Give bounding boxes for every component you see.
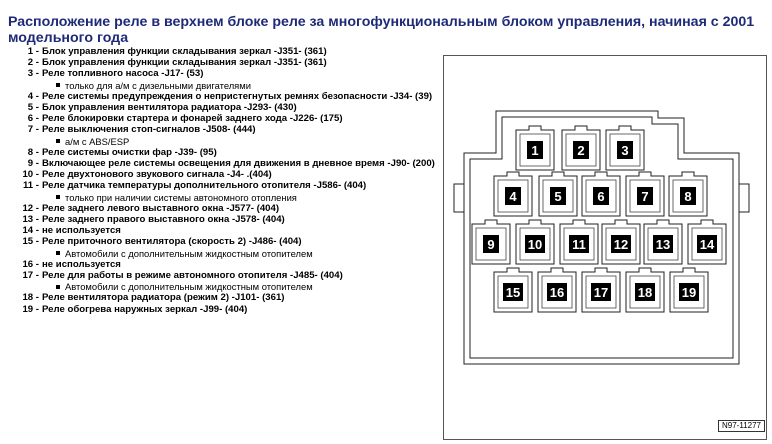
legend-note-text: только при наличии системы автономного отопления — [65, 191, 297, 203]
relay-socket-number: 6 — [597, 189, 605, 204]
legend-item-text: Реле для работы в режиме автономного отопителя -J485- (404) — [42, 270, 343, 282]
legend-item-text: Реле обогрева наружных зеркал -J99- (404) — [42, 303, 248, 315]
legend-item — [16, 225, 436, 236]
relay-socket-number: 14 — [699, 237, 715, 252]
legend-item — [16, 46, 436, 57]
left-mounting-tab — [454, 184, 464, 212]
legend-item-number: 10 - — [22, 169, 39, 181]
relay-socket-17 — [582, 268, 620, 312]
relay-socket-number: 13 — [655, 237, 671, 252]
bullet-icon — [56, 83, 60, 87]
relay-socket-number: 4 — [509, 189, 517, 204]
relay-socket-12 — [602, 220, 640, 264]
legend-item-number: 9 - — [27, 158, 39, 170]
legend-item — [16, 214, 436, 225]
relay-socket-14 — [688, 220, 726, 264]
legend-item — [16, 292, 436, 303]
legend-item-text: Реле датчика температуры дополнительного отопителя -J586- (404) — [42, 180, 367, 192]
legend-item-number: 5 - — [27, 102, 39, 114]
relay-block-drawing — [444, 56, 766, 439]
legend-item-text: Реле системы предупреждения о непристегнутых ремнях безопасности -J34- (39) — [42, 90, 433, 102]
legend-item — [16, 270, 436, 281]
legend-item — [16, 68, 436, 79]
legend-item — [16, 259, 436, 270]
relay-socket-1 — [516, 126, 554, 170]
relay-socket-16 — [538, 268, 576, 312]
relay-socket-15 — [494, 268, 532, 312]
legend-item-number: 11 - — [22, 180, 39, 192]
legend-item — [16, 169, 436, 180]
legend-item-text: Реле выключения стоп-сигналов -J508- (444) — [42, 124, 256, 136]
bullet-icon — [56, 285, 60, 289]
relay-socket-19 — [670, 268, 708, 312]
legend-item-number: 17 - — [22, 270, 39, 282]
legend-item-text: Реле двухтонового звукового сигнала -J4- .(404) — [42, 169, 272, 181]
relay-socket-5 — [539, 172, 577, 216]
relay-socket-number: 3 — [621, 143, 629, 158]
relay-socket-number: 10 — [527, 237, 543, 252]
legend-item — [16, 57, 436, 68]
relay-socket-18 — [626, 268, 664, 312]
legend-item — [16, 236, 436, 247]
legend-item — [16, 102, 436, 113]
relay-socket-10 — [516, 220, 554, 264]
relay-socket-number: 7 — [641, 189, 649, 204]
relay-socket-number: 19 — [681, 285, 697, 300]
legend-note — [16, 248, 436, 259]
legend-item-number: 13 - — [22, 214, 39, 226]
legend-item-text: не используется — [42, 258, 121, 270]
legend-item-number: 14 - — [22, 225, 39, 237]
legend-item-text: Реле блокировки стартера и фонарей заднего хода -J226- (175) — [42, 113, 343, 125]
legend-item-text: Реле вентилятора радиатора (режим 2) -J101- (361) — [42, 292, 285, 304]
relay-socket-6 — [582, 172, 620, 216]
legend-note-text: а/м с ABS/ESP — [65, 135, 130, 147]
legend-item — [16, 124, 436, 135]
legend-item-number: 7 - — [27, 124, 39, 136]
legend-note-text: Автомобили с дополнительным жидкостным отопителем — [65, 247, 313, 259]
legend-note — [16, 136, 436, 147]
legend-item — [16, 180, 436, 191]
relay-socket-8 — [669, 172, 707, 216]
relay-socket-number: 15 — [505, 285, 521, 300]
legend-item-number: 12 - — [22, 202, 39, 214]
bullet-icon — [56, 251, 60, 255]
legend-item — [16, 113, 436, 124]
relay-socket-number: 18 — [637, 285, 653, 300]
legend-item-number: 19 - — [22, 303, 39, 315]
legend-note — [16, 192, 436, 203]
legend-item — [16, 147, 436, 158]
legend-item — [16, 158, 436, 169]
relay-socket-number: 8 — [684, 189, 692, 204]
legend-item-number: 15 - — [22, 236, 39, 248]
relay-socket-number: 16 — [549, 285, 565, 300]
legend-item-number: 1 - — [27, 46, 39, 57]
legend-item-text: Реле заднего левого выставного окна -J577- (404) — [42, 202, 280, 214]
legend-item-number: 18 - — [22, 292, 39, 304]
bullet-icon — [56, 139, 60, 143]
bullet-icon — [56, 195, 60, 199]
relay-socket-11 — [560, 220, 598, 264]
relay-socket-9 — [472, 220, 510, 264]
legend-item — [16, 203, 436, 214]
relay-socket-number: 5 — [554, 189, 562, 204]
relay-socket-7 — [626, 172, 664, 216]
legend-item-number: 8 - — [27, 146, 39, 158]
legend-item-text: Блок управления функции складывания зеркал -J351- (361) — [42, 46, 327, 57]
relay-socket-4 — [494, 172, 532, 216]
legend-note-text: Автомобили с дополнительным жидкостным отопителем — [65, 281, 313, 293]
legend-note-text: только для а/м с дизельными двигателями — [65, 79, 251, 91]
relay-socket-number: 2 — [577, 143, 585, 158]
relay-socket-13 — [644, 220, 682, 264]
relay-socket-number: 9 — [487, 237, 495, 252]
legend-item-text: Реле топливного насоса -J17- (53) — [42, 68, 204, 80]
legend-item-text: Блок управления вентилятора радиатора -J293- (430) — [42, 102, 297, 114]
relay-socket-3 — [606, 126, 644, 170]
legend-item-text: не используется — [42, 225, 121, 237]
relay-socket-number: 17 — [593, 285, 609, 300]
legend-item-text: Реле заднего правого выставного окна -J578- (404) — [42, 214, 285, 226]
legend-item-text: Включающее реле системы освещения для движения в дневное время -J90- (200) — [42, 158, 435, 170]
right-mounting-tab — [739, 184, 749, 212]
figure-code-label: N97-11277 — [718, 420, 765, 432]
legend-item-number: 4 - — [27, 90, 39, 102]
legend-item — [16, 304, 436, 315]
legend-item-text: Блок управления функции складывания зеркал -J351- (361) — [42, 57, 327, 69]
relay-socket-number: 12 — [613, 237, 629, 252]
legend-item-number: 3 - — [27, 68, 39, 80]
legend-item-number: 2 - — [27, 57, 39, 69]
legend-item-number: 16 - — [22, 258, 39, 270]
relay-socket-2 — [562, 126, 600, 170]
legend-note — [16, 80, 436, 91]
page-title: Расположение реле в верхнем блоке реле за многофункциональным блоком управления, начиная с 2001 модельного года — [8, 14, 755, 46]
relay-socket-number: 11 — [572, 237, 586, 252]
legend-item-text: Реле системы очистки фар -J39- (95) — [42, 146, 217, 158]
relay-legend-list — [16, 46, 436, 315]
legend-note — [16, 281, 436, 292]
relay-socket-number: 1 — [531, 143, 539, 158]
legend-item-number: 6 - — [27, 113, 39, 125]
legend-item — [16, 91, 436, 102]
relay-block-diagram — [443, 55, 767, 440]
legend-item-text: Реле приточного вентилятора (скорость 2) -J486- (404) — [42, 236, 302, 248]
